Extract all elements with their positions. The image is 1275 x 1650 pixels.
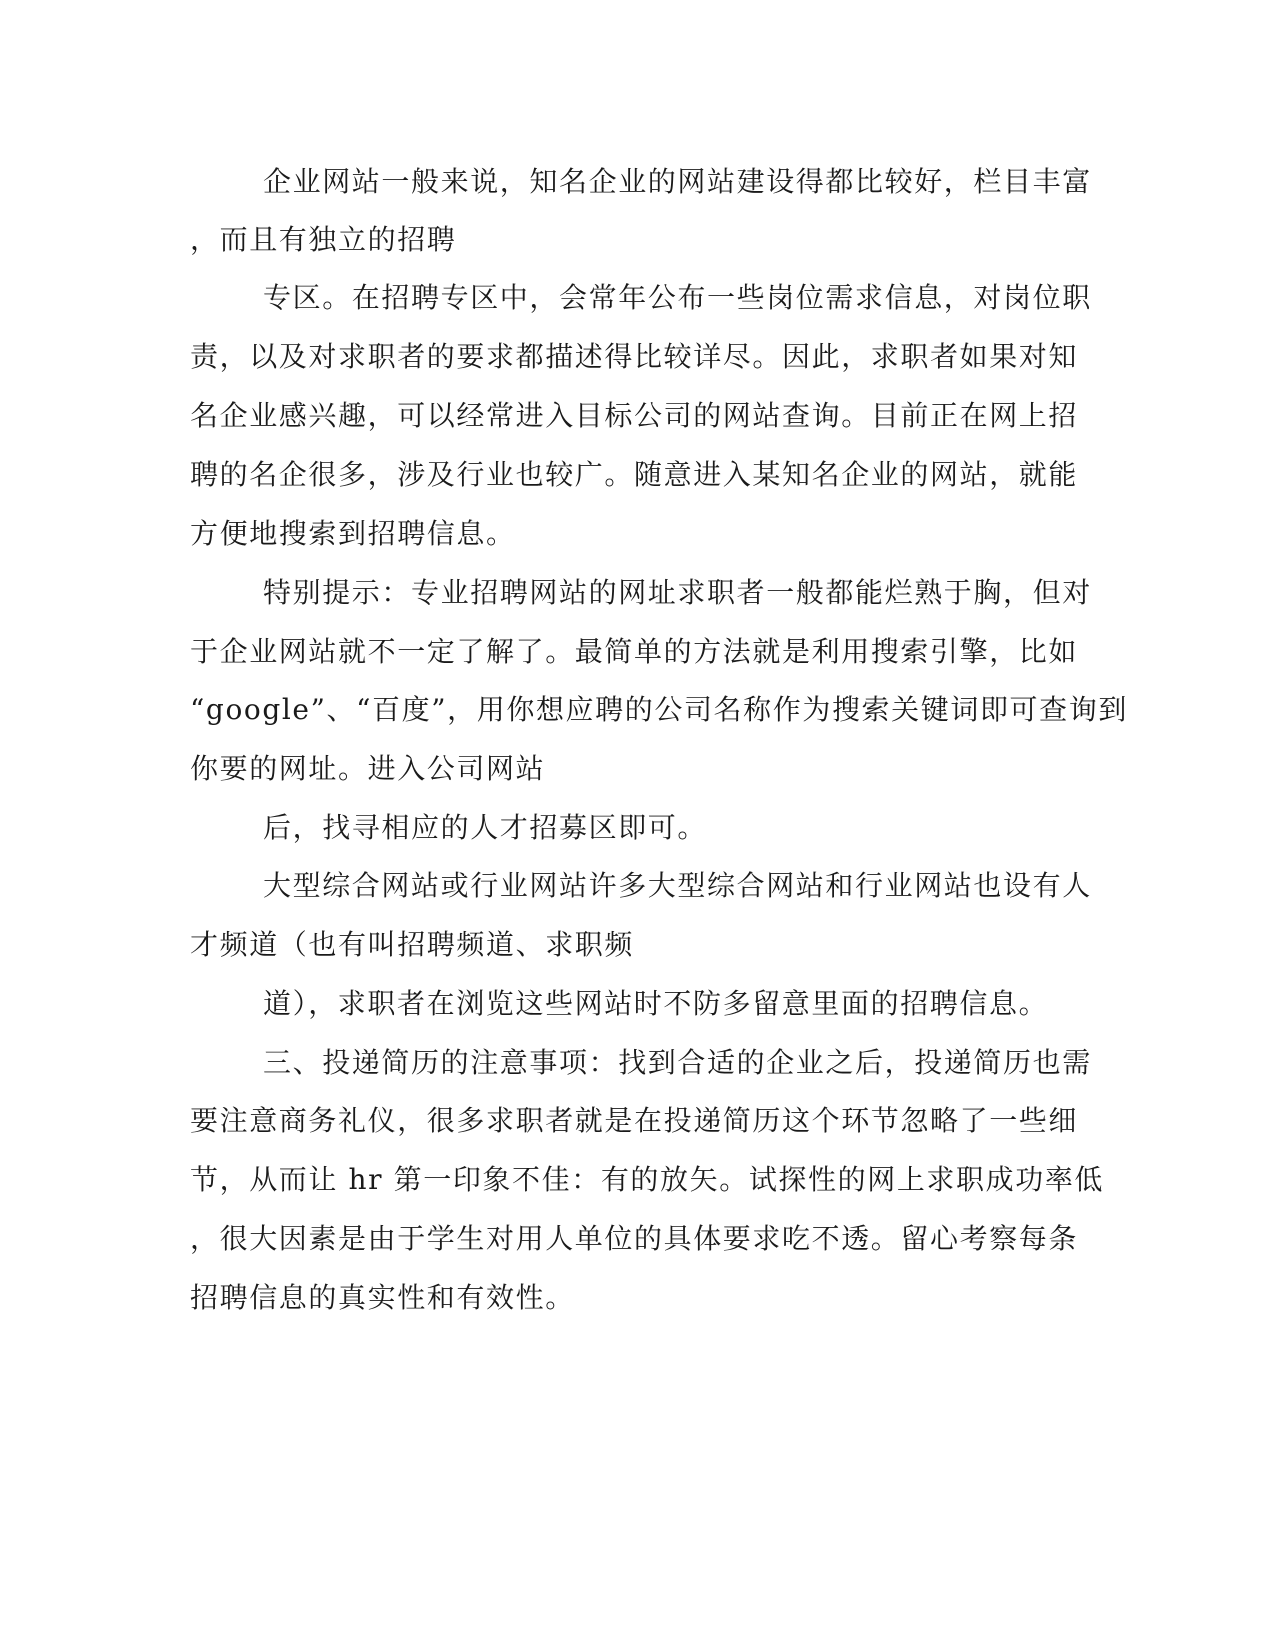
- paragraph-5-line-1: 大型综合网站或行业网站许多大型综合网站和行业网站也设有人: [263, 869, 1092, 902]
- paragraph-1-line-1: 企业网站一般来说，知名企业的网站建设得都比较好，栏目丰富: [263, 165, 1092, 198]
- paragraph-4-line-1: 后，找寻相应的人才招募区即可。: [263, 811, 708, 844]
- paragraph-7-line-2: 要注意商务礼仪，很多求职者就是在投递简历这个环节忽略了一些细: [190, 1104, 1079, 1137]
- paragraph-1-line-2: ，而且有独立的招聘: [190, 223, 457, 256]
- paragraph-2-line-3: 名企业感兴趣，可以经常进入目标公司的网站查询。目前正在网上招: [190, 399, 1079, 432]
- paragraph-7-line-3: 节，从而让 hr 第一印象不佳：有的放矢。试探性的网上求职成功率低: [190, 1163, 1105, 1196]
- paragraph-3-line-3: “google”、“百度”，用你想应聘的公司名称作为搜索关键词即可查询到: [190, 693, 1128, 726]
- paragraph-3-line-4: 你要的网址。进入公司网站: [190, 752, 546, 785]
- paragraph-6-line-1: 道），求职者在浏览这些网站时不防多留意里面的招聘信息。: [263, 987, 1049, 1020]
- paragraph-2-line-4: 聘的名企很多，涉及行业也较广。随意进入某知名企业的网站，就能: [190, 458, 1079, 491]
- paragraph-2-line-5: 方便地搜索到招聘信息。: [190, 517, 516, 550]
- paragraph-5-line-2: 才频道（也有叫招聘频道、求职频: [190, 928, 635, 961]
- paragraph-7-line-5: 招聘信息的真实性和有效性。: [190, 1281, 575, 1314]
- paragraph-2-line-1: 专区。在招聘专区中，会常年公布一些岗位需求信息，对岗位职: [263, 281, 1092, 314]
- paragraph-3-line-1: 特别提示：专业招聘网站的网址求职者一般都能烂熟于胸，但对: [263, 576, 1092, 609]
- paragraph-7-line-1: 三、投递简历的注意事项：找到合适的企业之后，投递简历也需: [263, 1046, 1092, 1079]
- paragraph-7-line-4: ，很大因素是由于学生对用人单位的具体要求吃不透。留心考察每条: [190, 1222, 1079, 1255]
- paragraph-2-line-2: 责，以及对求职者的要求都描述得比较详尽。因此，求职者如果对知: [190, 340, 1079, 373]
- paragraph-3-line-2: 于企业网站就不一定了解了。最简单的方法就是利用搜索引擎，比如: [190, 635, 1079, 668]
